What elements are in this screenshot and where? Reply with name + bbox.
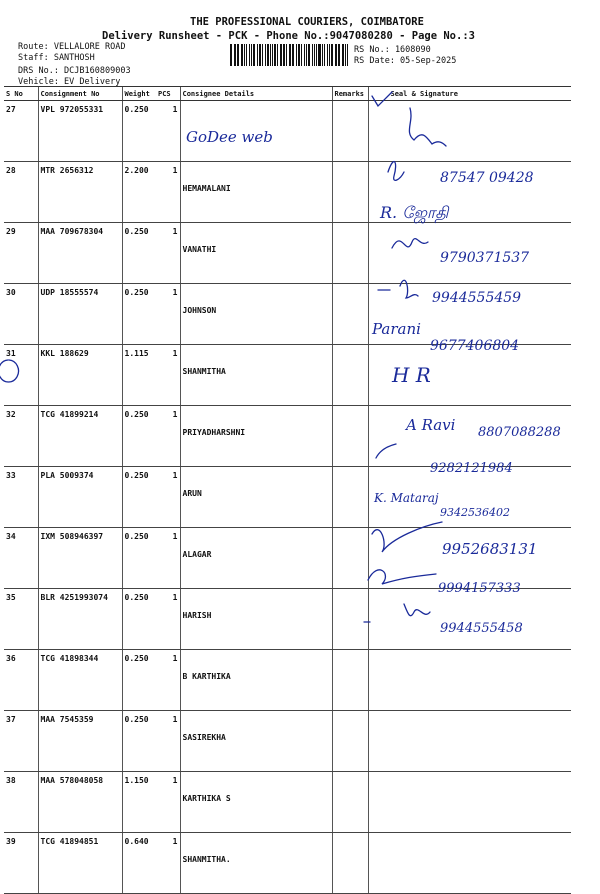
signature-cell xyxy=(368,284,571,345)
table-row xyxy=(4,528,571,589)
pcs-cell: 1 xyxy=(156,467,180,528)
table-row xyxy=(4,650,571,711)
sno-cell: 33 xyxy=(4,467,38,528)
barcode-bar xyxy=(327,44,328,66)
barcode-bar xyxy=(283,44,285,66)
weight-cell: 1.150 xyxy=(122,772,156,833)
table-row xyxy=(4,467,571,528)
barcode-bar xyxy=(331,44,333,66)
handwritten-consignee-27: GoDee web xyxy=(186,128,273,146)
remarks-cell xyxy=(332,345,368,406)
consignee-cell xyxy=(180,101,332,162)
runsheet-table xyxy=(4,86,571,894)
barcode-bar xyxy=(230,44,232,66)
barcode-bar xyxy=(234,44,235,66)
table-row xyxy=(4,284,571,345)
handwritten-phone-32: 9677406804 xyxy=(430,338,520,354)
remarks-cell xyxy=(332,711,368,772)
consignment-cell: UDP 18555574 xyxy=(38,284,122,345)
document-title: THE PROFESSIONAL COURIERS, COIMBATORE xyxy=(190,16,424,28)
signature-cell xyxy=(368,833,571,894)
sno-cell: 37 xyxy=(4,711,38,772)
barcode-bar xyxy=(253,44,255,66)
route-text: Route: VELLALORE ROAD xyxy=(18,42,126,52)
barcode-bar xyxy=(316,44,317,66)
rs-number: RS No.: 1608090 xyxy=(354,45,431,55)
barcode-bar xyxy=(298,44,300,66)
barcode-bar xyxy=(342,44,344,66)
table-row xyxy=(4,833,571,894)
weight-cell: 0.640 xyxy=(122,833,156,894)
pcs-cell: 1 xyxy=(156,406,180,467)
col-consignment: Consignment No xyxy=(38,87,122,101)
barcode-bar xyxy=(249,44,250,66)
handwritten-phone-37: 9952683131 xyxy=(442,540,538,558)
consignee-cell: KARTHIKA S xyxy=(180,772,332,833)
handwritten-phone-34: 8807088288 xyxy=(478,425,561,440)
signature-cell xyxy=(368,528,571,589)
consignee-cell: SASIREKHA xyxy=(180,711,332,772)
sno-cell: 29 xyxy=(4,223,38,284)
handwritten-signature-33: H R xyxy=(392,363,431,387)
signature-cell xyxy=(368,223,571,284)
barcode-bar xyxy=(289,44,290,66)
col-pcs: PCS xyxy=(156,87,180,101)
handwritten-phone-30: 9790371537 xyxy=(440,250,530,266)
sno-cell: 34 xyxy=(4,528,38,589)
barcode-bar xyxy=(270,44,271,66)
consignee-cell: B KARTHIKA xyxy=(180,650,332,711)
barcode-bar xyxy=(345,44,346,66)
barcode-bar xyxy=(244,44,245,66)
table-row xyxy=(4,711,571,772)
table-row xyxy=(4,406,571,467)
remarks-cell xyxy=(332,833,368,894)
table-row xyxy=(4,223,571,284)
table-row xyxy=(4,589,571,650)
col-weight: Weight xyxy=(122,87,156,101)
pcs-cell: 1 xyxy=(156,650,180,711)
barcode-bar xyxy=(322,44,323,66)
table-row xyxy=(4,101,571,162)
remarks-cell xyxy=(332,223,368,284)
remarks-cell xyxy=(332,467,368,528)
consignment-cell: MAA 578048058 xyxy=(38,772,122,833)
barcode-bar xyxy=(286,44,287,66)
table-row xyxy=(4,162,571,223)
sno-cell: 38 xyxy=(4,772,38,833)
pcs-cell: 1 xyxy=(156,528,180,589)
barcode-bar xyxy=(280,44,282,66)
pcs-cell: 1 xyxy=(156,772,180,833)
barcode-bar xyxy=(296,44,297,66)
signature-cell xyxy=(368,589,571,650)
remarks-cell xyxy=(332,772,368,833)
rs-date: RS Date: 05-Sep-2025 xyxy=(354,56,457,66)
barcode-bar xyxy=(251,44,253,66)
barcode-bar xyxy=(274,44,276,66)
remarks-cell xyxy=(332,162,368,223)
barcode xyxy=(230,44,350,66)
barcode-bar xyxy=(265,44,266,66)
barcode-bar xyxy=(308,44,310,66)
handwritten-phone-36: 9342536402 xyxy=(440,506,510,519)
col-consignee: Consignee Details xyxy=(180,87,332,101)
consignment-cell: VPL 972055331 xyxy=(38,101,122,162)
consignment-cell: TCG 41894851 xyxy=(38,833,122,894)
vehicle-text: Vehicle: EV Delivery xyxy=(18,77,121,87)
consignee-cell: ALAGAR xyxy=(180,528,332,589)
remarks-cell xyxy=(332,284,368,345)
consignee-cell: ARUN xyxy=(180,467,332,528)
weight-cell: 1.115 xyxy=(122,345,156,406)
weight-cell: 0.250 xyxy=(122,406,156,467)
consignee-cell: HARISH xyxy=(180,589,332,650)
barcode-bar xyxy=(329,44,330,66)
barcode-bar xyxy=(235,44,236,66)
consignee-cell: JOHNSON xyxy=(180,284,332,345)
barcode-bar xyxy=(237,44,239,66)
pcs-cell: 1 xyxy=(156,223,180,284)
weight-cell: 0.250 xyxy=(122,223,156,284)
weight-cell: 2.200 xyxy=(122,162,156,223)
weight-cell: 0.250 xyxy=(122,528,156,589)
barcode-bar xyxy=(267,44,269,66)
pcs-cell: 1 xyxy=(156,162,180,223)
sno-cell: 28 xyxy=(4,162,38,223)
barcode-bar xyxy=(259,44,261,66)
drs-text: DRS No.: DCJB160809003 xyxy=(18,66,131,76)
barcode-bar xyxy=(246,44,247,66)
barcode-bar xyxy=(262,44,263,66)
sno-cell: 36 xyxy=(4,650,38,711)
consignee-cell: SHANMITHA xyxy=(180,345,332,406)
barcode-bar xyxy=(272,44,273,66)
sno-cell: 39 xyxy=(4,833,38,894)
consignment-cell: MTR 2656312 xyxy=(38,162,122,223)
signature-cell xyxy=(368,467,571,528)
consignee-cell: SHANMITHA. xyxy=(180,833,332,894)
weight-cell: 0.250 xyxy=(122,711,156,772)
signature-cell xyxy=(368,772,571,833)
pcs-cell: 1 xyxy=(156,101,180,162)
barcode-bar xyxy=(335,44,336,66)
staff-text: Staff: SANTHOSH xyxy=(18,53,95,63)
handwritten-phone-39: 9944555458 xyxy=(440,621,523,636)
col-signature: Seal & Signature xyxy=(368,87,571,101)
pcs-cell: 1 xyxy=(156,284,180,345)
barcode-bar xyxy=(314,44,315,66)
signature-cell xyxy=(368,406,571,467)
pcs-cell: 1 xyxy=(156,345,180,406)
consignment-cell: TCG 41899214 xyxy=(38,406,122,467)
barcode-bar xyxy=(338,44,340,66)
consignee-cell: VANATHI xyxy=(180,223,332,284)
weight-cell: 0.250 xyxy=(122,467,156,528)
remarks-cell xyxy=(332,589,368,650)
col-sno: S No xyxy=(4,87,38,101)
consignment-cell: MAA 709678304 xyxy=(38,223,122,284)
barcode-bar xyxy=(241,44,243,66)
consignment-cell: IXM 508946397 xyxy=(38,528,122,589)
sno-cell: 35 xyxy=(4,589,38,650)
remarks-cell xyxy=(332,406,368,467)
barcode-bar xyxy=(301,44,302,66)
handwritten-signature-36: K. Mataraj xyxy=(374,491,439,505)
barcode-bar xyxy=(292,44,294,66)
handwritten-phone-38: 9994157333 xyxy=(438,581,521,596)
barcode-bar xyxy=(347,44,348,66)
meta-block xyxy=(18,42,131,88)
barcode-bar xyxy=(324,44,326,66)
document-subtitle: Delivery Runsheet - PCK - Phone No.:9047080280 - Page No.:3 xyxy=(102,30,475,42)
consignment-cell: KKL 188629 xyxy=(38,345,122,406)
sno-cell: 32 xyxy=(4,406,38,467)
consignee-cell: PRIYADHARSHNI xyxy=(180,406,332,467)
signature-cell xyxy=(368,650,571,711)
pcs-cell: 1 xyxy=(156,711,180,772)
pcs-cell: 1 xyxy=(156,589,180,650)
consignment-cell: MAA 7545359 xyxy=(38,711,122,772)
consignment-cell: TCG 41898344 xyxy=(38,650,122,711)
barcode-bar xyxy=(277,44,278,66)
table-row xyxy=(4,345,571,406)
table-header-row xyxy=(4,87,571,101)
sno-cell: 27 xyxy=(4,101,38,162)
weight-cell: 0.250 xyxy=(122,589,156,650)
consignee-cell: HEMAMALANI xyxy=(180,162,332,223)
barcode-bar xyxy=(336,44,337,66)
handwritten-signature-34: A Ravi xyxy=(406,416,456,434)
handwritten-phone-31: 9944555459 xyxy=(432,290,522,306)
weight-cell: 0.250 xyxy=(122,101,156,162)
pcs-cell: 1 xyxy=(156,833,180,894)
signature-cell xyxy=(368,345,571,406)
barcode-bar xyxy=(312,44,313,66)
weight-cell: 0.250 xyxy=(122,284,156,345)
handwritten-name-32: Parani xyxy=(372,320,421,338)
handwritten-signature-29: R. ஜோதி xyxy=(380,203,449,222)
handwritten-phone-35: 9282121984 xyxy=(430,461,513,476)
remarks-cell xyxy=(332,650,368,711)
sno-cell: 31 xyxy=(4,345,38,406)
table-row xyxy=(4,772,571,833)
sno-cell: 30 xyxy=(4,284,38,345)
col-remarks: Remarks xyxy=(332,87,368,101)
signature-cell xyxy=(368,711,571,772)
consignment-cell: PLA 5009374 xyxy=(38,467,122,528)
rs-block xyxy=(354,45,456,67)
handwritten-phone-28: 87547 09428 xyxy=(440,170,534,186)
signature-cell xyxy=(368,101,571,162)
barcode-bar xyxy=(290,44,291,66)
remarks-cell xyxy=(332,101,368,162)
barcode-bar xyxy=(318,44,320,66)
consignment-cell: BLR 4251993074 xyxy=(38,589,122,650)
remarks-cell xyxy=(332,528,368,589)
barcode-bar xyxy=(306,44,308,66)
barcode-bar xyxy=(304,44,305,66)
weight-cell: 0.250 xyxy=(122,650,156,711)
signature-cell xyxy=(368,162,571,223)
barcode-bar xyxy=(257,44,258,66)
